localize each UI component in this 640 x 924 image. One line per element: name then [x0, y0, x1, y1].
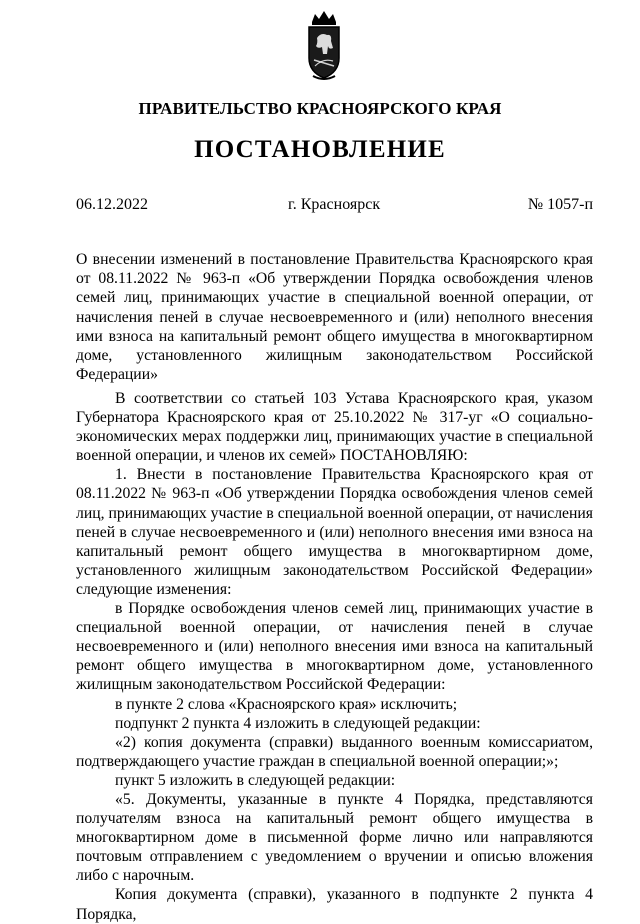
organization-name: ПРАВИТЕЛЬСТВО КРАСНОЯРСКОГО КРАЯ [138, 99, 502, 118]
coat-of-arms-icon [303, 8, 345, 82]
paragraph-preamble: В соответствии со статьей 103 Устава Красноярского края, указом Губернатора Красноярского края от 25.10.2022 № 317-уг «О социально-экономических мерах поддержки лиц, принимающих участие в специальной военной операции, и членов их семей» ПОСТАНОВЛЯЮ: [76, 390, 593, 465]
paragraph-order-changes: в Порядке освобождения членов семей лиц, принимающих участие в специальной военной операции, от начисления пеней в случае несвоевременного и (или) неполного внесения ими взноса на капитальный ремонт общего имущества в многоквартирном доме, установленного жилищным законодательством Российской Федерации: [76, 600, 593, 694]
document-meta-row [76, 196, 593, 218]
paragraph-subpoint-2-text: «2) копия документа (справки) выданного военным комиссариатом, подтверждающего участие граждан в специальной военной операции;»; [76, 733, 593, 770]
paragraph-item-1: 1. Внести в постановление Правительства Красноярского края от 08.11.2022 № 963-п «Об утверждении Порядка освобождения членов семей лиц, принимающих участие в специальной военной операции, от начисления пеней в случае несвоевременного и (или) неполного внесения ими взноса на капитальный ремонт общего имущества в многоквартирном доме, установленного жилищным законодательством Российской Федерации» следующие изменения: [76, 466, 593, 598]
paragraph-copy-document: Копия документа (справки), указанного в подпункте 2 пункта 4 Порядка, [76, 886, 593, 923]
paragraph-point-5-text: «5. Документы, указанные в пункте 4 Порядка, представляются получателям взноса на капитальный ремонт общего имущества в многоквартирном доме в письменной форме лично или направляются почтовым отправлением с уведомлением о вручении и описью вложения либо с нарочным. [76, 790, 593, 885]
document-type-title: ПОСТАНОВЛЕНИЕ [194, 136, 446, 163]
document-city: г. Красноярск [288, 196, 381, 213]
paragraph-subpoint-2-intro: подпункт 2 пункта 4 изложить в следующей редакции: [115, 714, 481, 732]
document-date: 06.12.2022 [76, 196, 148, 213]
document-number: № 1057-п [527, 196, 593, 213]
paragraph-point-2: в пункте 2 слова «Красноярского края» исключить; [115, 695, 458, 713]
document-body [76, 389, 593, 924]
paragraph-point-5-intro: пункт 5 изложить в следующей редакции: [115, 771, 396, 789]
document-subject: О внесении изменений в постановление Правительства Красноярского края от 08.11.2022 № 963-п «Об утверждении Порядка освобождения членов семей лиц, принимающих участие в специальной военной операции, от начисления пеней в случае несвоевременного и (или) неполного внесения ими взноса на капитальный ремонт общего имущества в многоквартирном доме, установленного жилищным законодательством Российской Федерации» [76, 251, 593, 384]
